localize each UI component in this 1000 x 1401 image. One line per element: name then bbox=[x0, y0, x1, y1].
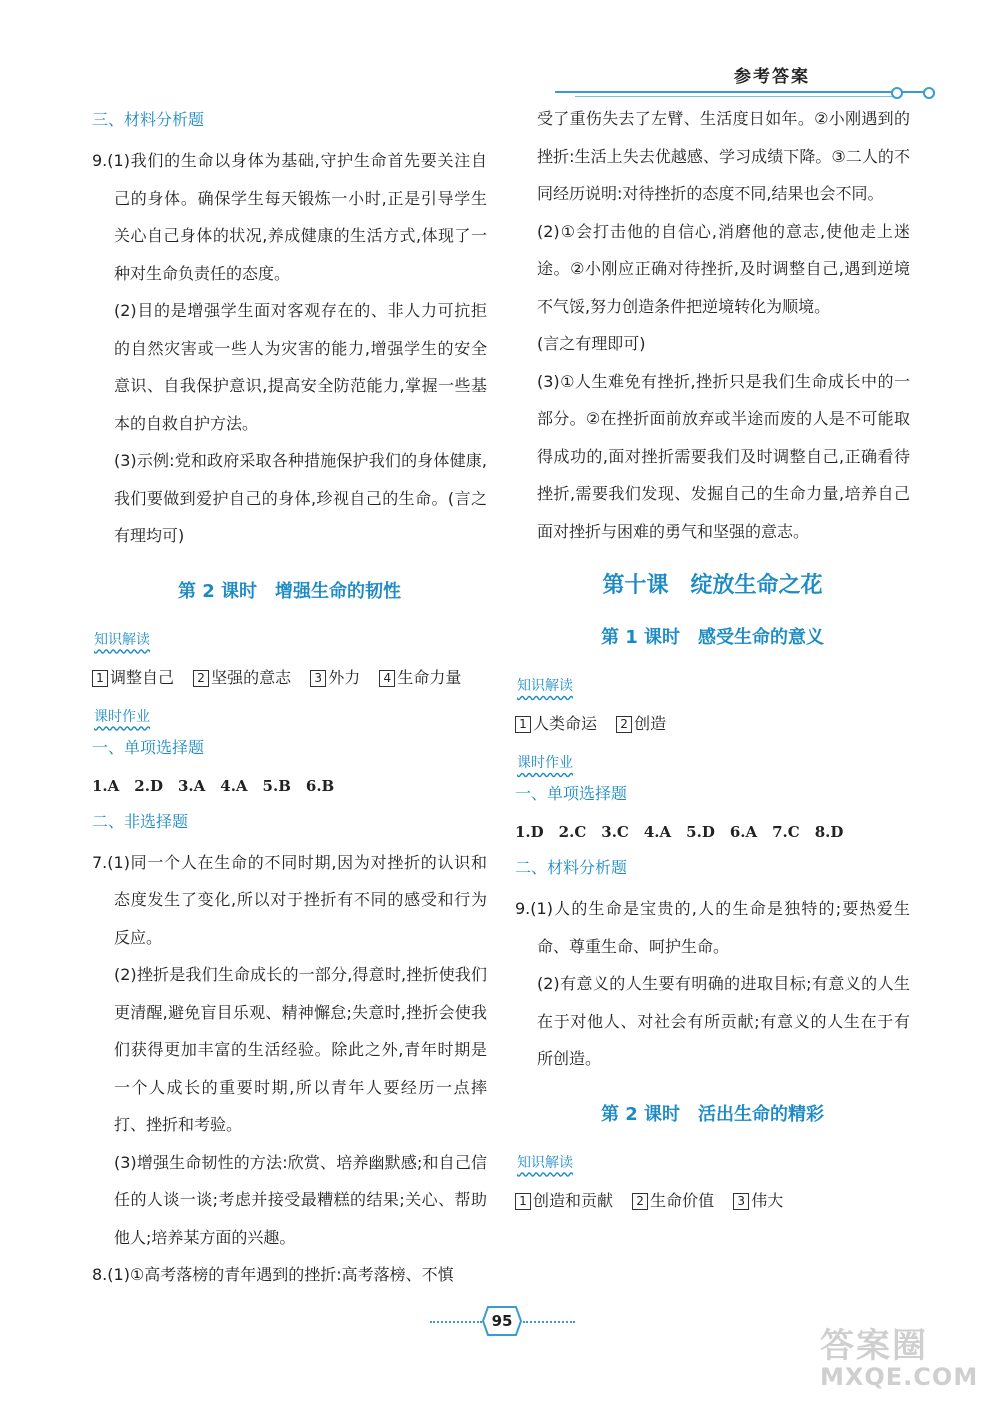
answer-paragraph: 8.(1)①高考落榜的青年遇到的挫折:高考落榜、不慎 bbox=[92, 1265, 454, 1284]
answer-paragraph: (3)增强生命韧性的方法:欣赏、培养幽默感;和自己信任的人谈一谈;考虑并接受最糟糕的结果;关心、帮助他人;培养某方面的兴趣。 bbox=[114, 1152, 487, 1247]
keyword-text: 创造 bbox=[634, 714, 667, 733]
answer-paragraph: (3)示例:党和政府采取各种措施保护我们的身体健康,我们要做到爱护自己的身体,珍视自己的生命。(言之有理均可) bbox=[114, 451, 487, 545]
keyword-item bbox=[310, 668, 360, 687]
keyword-item bbox=[379, 668, 461, 687]
knowledge-label: 知识解读 bbox=[94, 631, 150, 648]
footer-dotted-rule bbox=[523, 1321, 575, 1323]
lesson-title: 第 2 课时 活出生命的精彩 bbox=[600, 1103, 825, 1125]
homework-label: 课时作业 bbox=[94, 708, 150, 725]
answer-paragraph: 9.(1)我们的生命以身体为基础,守护生命首先要关注自己的身体。确保学生每天锻炼一小时,正是引导学生关心自己身体的状况,养成健康的生活方式,体现了一种对生命负责任的态度。 bbox=[92, 151, 487, 283]
keyword-item bbox=[515, 714, 597, 733]
left-column bbox=[92, 100, 487, 1294]
number-box: 2 bbox=[632, 1193, 648, 1210]
section-heading: 三、材料分析题 bbox=[92, 110, 205, 129]
footer-dotted-rule bbox=[430, 1321, 482, 1323]
number-box: 3 bbox=[310, 670, 326, 687]
section-heading: 一、单项选择题 bbox=[92, 737, 205, 757]
knowledge-label: 知识解读 bbox=[517, 678, 573, 694]
answer-note: (言之有理即可) bbox=[537, 334, 646, 353]
answer-paragraph: (2)挫折是我们生命成长的一部分,得意时,挫折使我们更清醒,避免盲目乐观、精神懈怠;失意时,挫折会使我们获得更加丰富的生活经验。除此之外,青年时期是一个人成长的重要时期,所以青年人要经历一点摔打、挫折和考验。 bbox=[114, 965, 487, 1134]
knowledge-label: 知识解读 bbox=[517, 1154, 573, 1171]
keyword-item bbox=[632, 1191, 714, 1210]
header-rule-thin bbox=[575, 96, 895, 97]
answer-paragraph: (2)目的是增强学生面对客观存在的、非人力可抗拒的自然灾害或一些人为灾害的能力,增强学生的安全意识、自我保护意识,提高安全防范能力,掌握一些基本的自救自护方法。 bbox=[114, 301, 487, 433]
number-box: 2 bbox=[193, 670, 209, 687]
page-header bbox=[555, 62, 935, 102]
lesson-title: 第 1 课时 感受生命的意义 bbox=[600, 627, 825, 648]
number-box: 1 bbox=[515, 716, 531, 733]
watermark-logo-text: 答案圈 bbox=[820, 1326, 928, 1366]
keyword-item bbox=[92, 668, 174, 687]
header-rule bbox=[555, 91, 935, 93]
answer-paragraph: (2)有意义的人生要有明确的进取目标;有意义的人生在于对他人、对社会有所贡献;有意义的人生在于有所创造。 bbox=[537, 974, 910, 1068]
answer-paragraph: (3)①人生难免有挫折,挫折只是我们生命成长中的一部分。②在挫折面前放弃或半途而废的人是不可能取得成功的,面对挫折需要我们及时调整自己,正确看待挫折,需要我们发现、发掘自己的生命力量,培养自己面对挫折与困难的勇气和坚强的意志。 bbox=[537, 371, 910, 541]
page-footer bbox=[430, 1305, 575, 1339]
number-box: 4 bbox=[379, 670, 395, 687]
keyword-item bbox=[515, 1191, 613, 1210]
lesson-title: 第 2 课时 增强生命的韧性 bbox=[177, 580, 402, 602]
keyword-text: 人类命运 bbox=[533, 714, 598, 733]
keyword-text: 伟大 bbox=[751, 1190, 784, 1210]
watermark-url: MXQE.COM bbox=[820, 1363, 979, 1391]
number-box: 1 bbox=[92, 670, 108, 687]
keyword-text: 生命价值 bbox=[650, 1190, 715, 1210]
keyword-text: 坚强的意志 bbox=[211, 667, 292, 687]
page-number bbox=[482, 1305, 522, 1337]
homework-label: 课时作业 bbox=[517, 755, 573, 771]
number-box: 1 bbox=[515, 1193, 531, 1210]
keyword-text: 外力 bbox=[328, 667, 361, 687]
keyword-item bbox=[193, 668, 291, 687]
right-column bbox=[515, 100, 910, 1219]
unit-title: 第十课 绽放生命之花 bbox=[602, 573, 823, 598]
keyword-text: 调整自己 bbox=[110, 667, 175, 687]
keyword-item bbox=[616, 714, 666, 733]
watermark bbox=[820, 1318, 990, 1393]
section-heading: 二、材料分析题 bbox=[515, 858, 628, 877]
keyword-list bbox=[92, 659, 487, 696]
keyword-list bbox=[515, 1182, 910, 1219]
answer-paragraph: (2)①会打击他的自信心,消磨他的意志,使他走上迷途。②小刚应正确对待挫折,及时调整自己,遇到逆境不气馁,努力创造条件把逆境转化为顺境。 bbox=[537, 221, 910, 316]
number-box: 3 bbox=[733, 1193, 749, 1210]
header-ornament-dot bbox=[923, 87, 935, 99]
keyword-list bbox=[515, 705, 910, 742]
answer-paragraph: 受了重伤失去了左臂、生活度日如年。②小刚遇到的挫折:生活上失去优越感、学习成绩下降。③二人的不同经历说明:对待挫折的态度不同,结果也会不同。 bbox=[537, 109, 910, 203]
keyword-text: 创造和贡献 bbox=[533, 1190, 614, 1210]
page-number-text: 95 bbox=[491, 1312, 513, 1330]
choice-answers: 1.A 2.D 3.A 4.A 5.B 6.B bbox=[92, 776, 335, 795]
number-box: 2 bbox=[616, 716, 632, 733]
header-title: 参考答案 bbox=[734, 67, 810, 87]
section-heading: 一、单项选择题 bbox=[515, 784, 628, 803]
choice-answers: 1.D 2.C 3.C 4.A 5.D 6.A 7.C 8.D bbox=[515, 823, 844, 841]
answer-paragraph: 9.(1)人的生命是宝贵的,人的生命是独特的;要热爱生命、尊重生命、呵护生命。 bbox=[515, 899, 910, 956]
answer-paragraph: 7.(1)同一个人在生命的不同时期,因为对挫折的认识和态度发生了变化,所以对于挫折有不同的感受和行为反应。 bbox=[92, 852, 487, 947]
keyword-item bbox=[733, 1191, 783, 1210]
keyword-text: 生命力量 bbox=[397, 667, 462, 687]
header-ornament-dot bbox=[891, 87, 903, 99]
section-heading: 二、非选择题 bbox=[92, 811, 189, 831]
